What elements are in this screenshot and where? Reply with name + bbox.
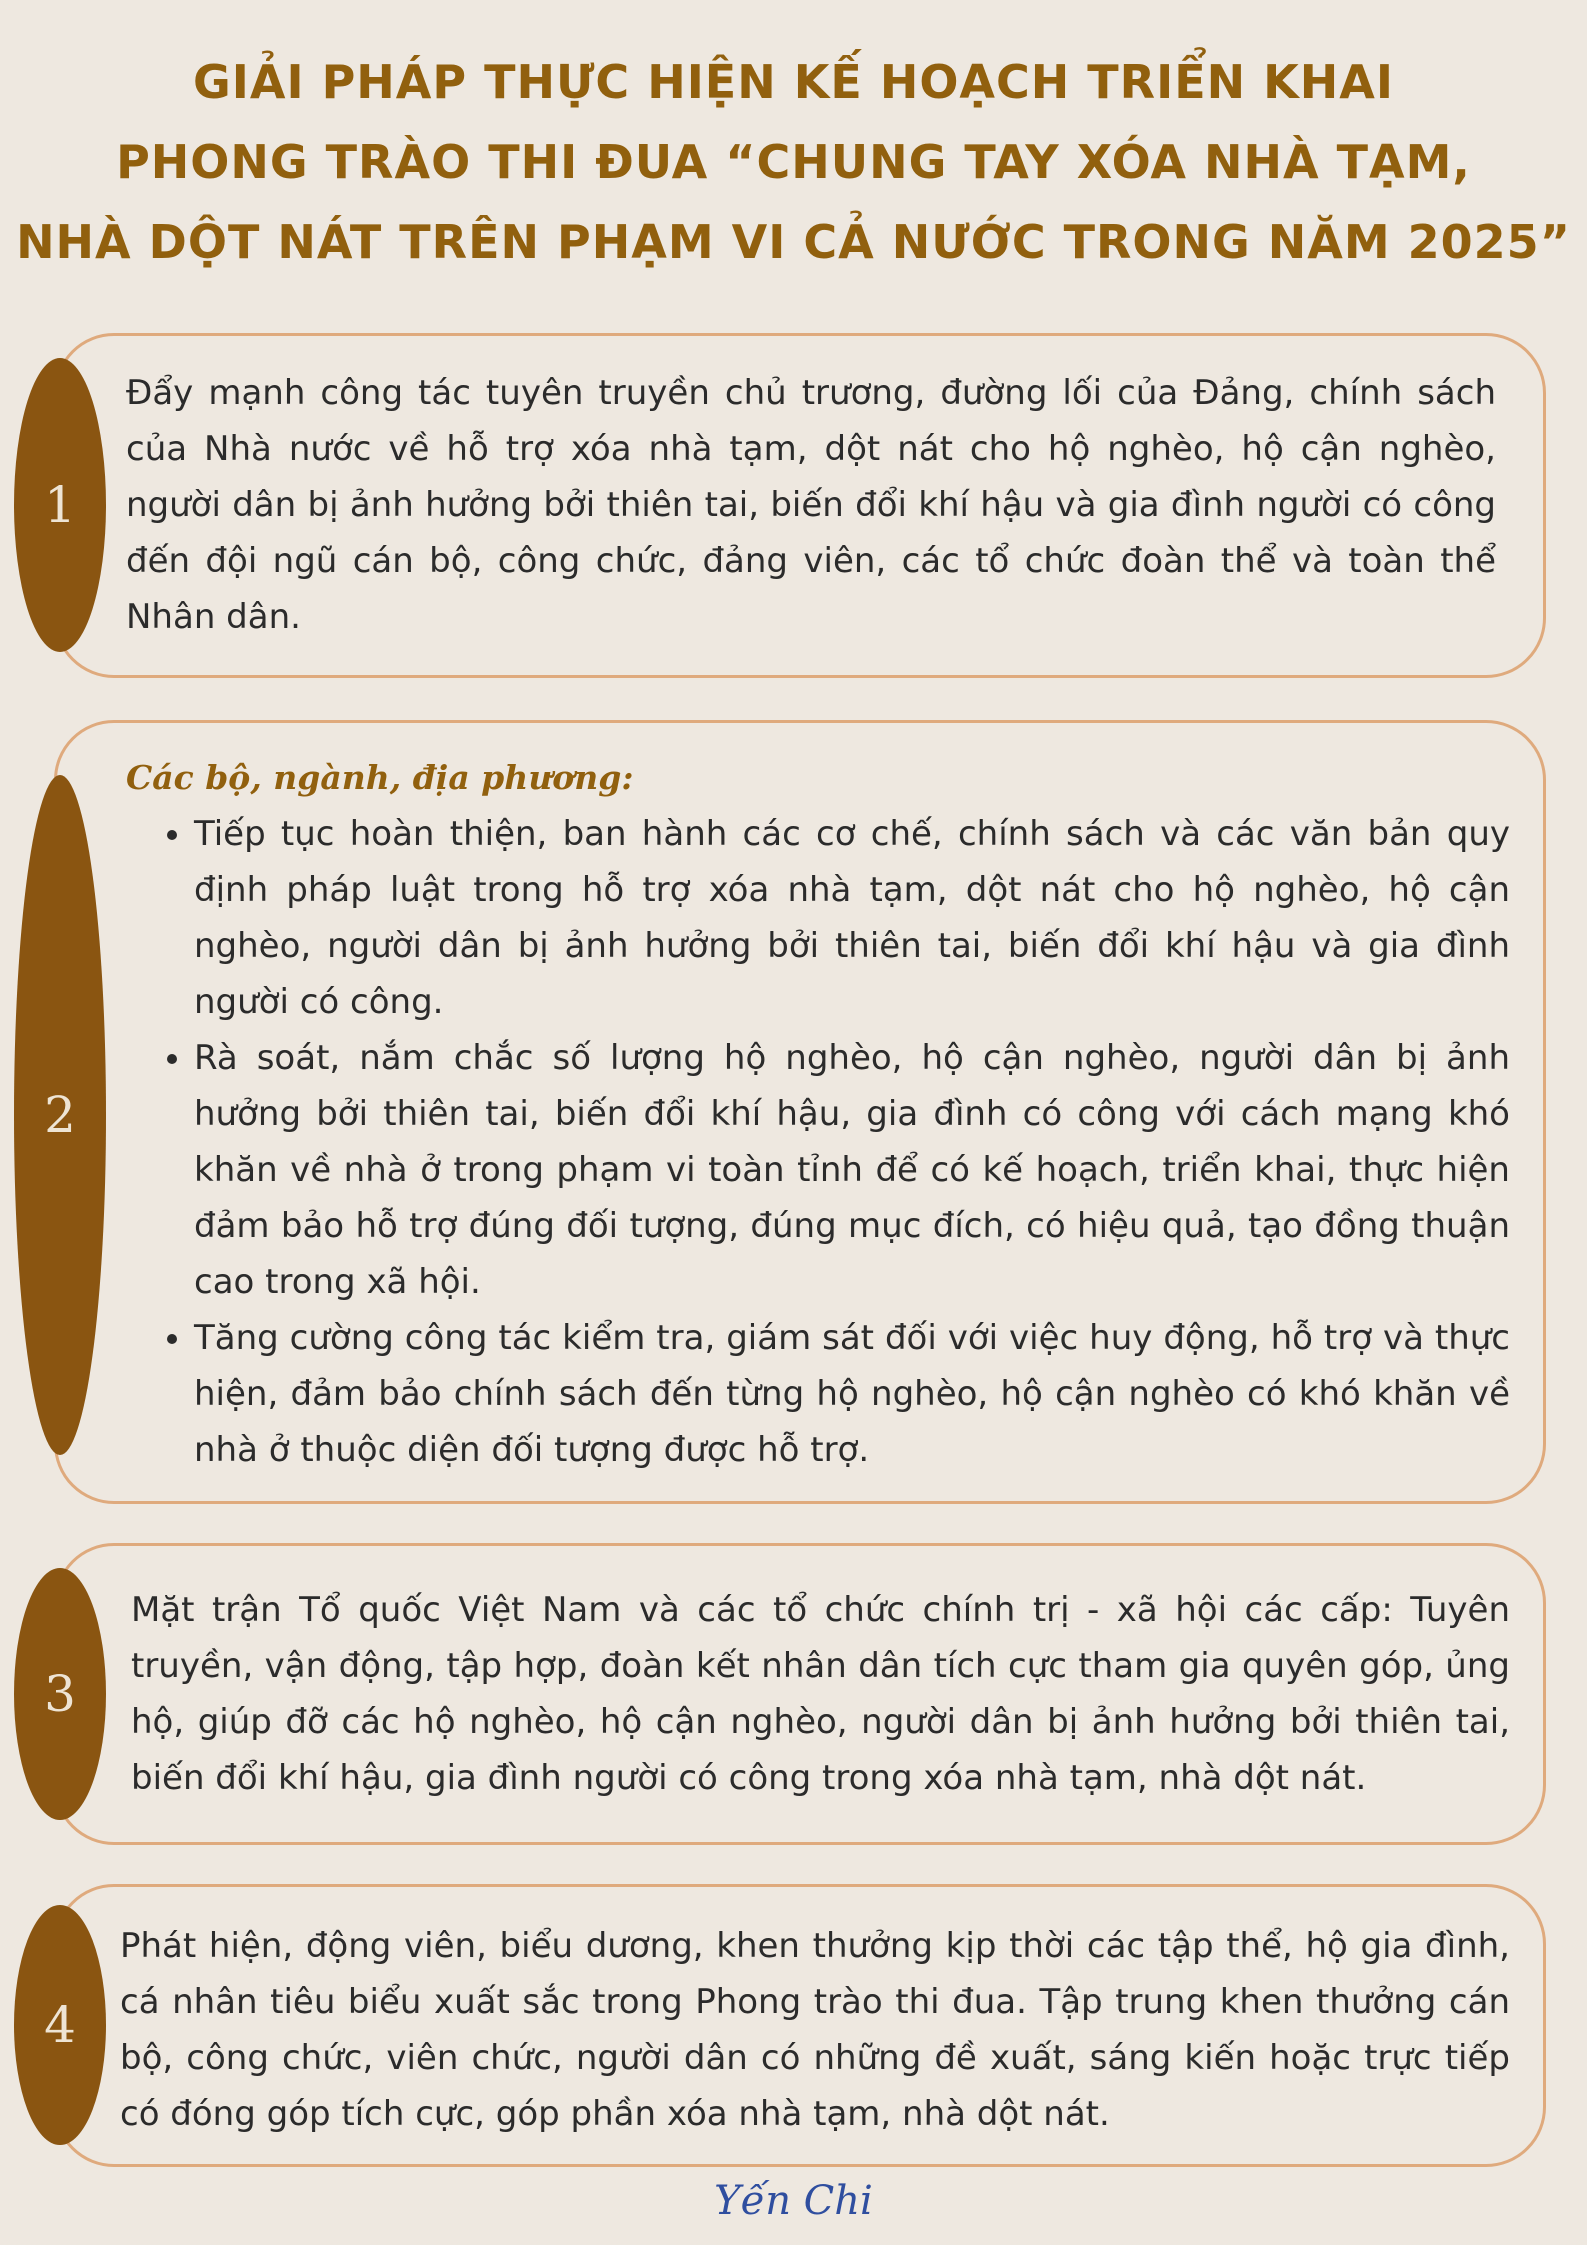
title-line-2: PHONG TRÀO THI ĐUA “CHUNG TAY XÓA NHÀ TẠM,: [116, 135, 1471, 189]
solution-text-1: [126, 365, 1496, 645]
solution-text-4: [120, 1918, 1510, 2142]
page-title: [0, 42, 1587, 282]
title-line-3: NHÀ DỘT NÁT TRÊN PHẠM VI CẢ NƯỚC TRONG NĂM 2025”: [16, 215, 1571, 269]
title-line-1: GIẢI PHÁP THỰC HIỆN KẾ HOẠCH TRIỂN KHAI: [192, 55, 1395, 109]
number-badge-2: [14, 775, 106, 1455]
number-badge-3: [14, 1568, 106, 1820]
solution-paragraph-3: Mặt trận Tổ quốc Việt Nam và các tổ chức chính trị - xã hội các cấp: Tuyên truyền, vận động, tập hợp, đoàn kết nhân dân tích cực tham gia quyên góp, ủng hộ, giúp đỡ các hộ nghèo, hộ cận nghèo, người dân bị ảnh hưởng bởi thiên tai, biến đổi khí hậu, gia đình người có công trong xóa nhà tạm, nhà dột nát.: [131, 1590, 1510, 1798]
number-badge-4: [14, 1905, 106, 2145]
number-badge-1: [14, 358, 106, 652]
solution-text-3: [131, 1582, 1510, 1806]
solution-paragraph-4: Phát hiện, động viên, biểu dương, khen thưởng kịp thời các tập thể, hộ gia đình, cá nhân tiêu biểu xuất sắc trong Phong trào thi đua. Tập trung khen thưởng cán bộ, công chức, viên chức, người dân có những đề xuất, sáng kiến hoặc trực tiếp có đóng góp tích cực, góp phần xóa nhà tạm, nhà dột nát.: [120, 1926, 1510, 2134]
section-heading: Các bộ, ngành, địa phương:: [126, 758, 634, 797]
solution-text-2: [126, 750, 1510, 1478]
bullet-item-2: • Rà soát, nắm chắc số lượng hộ nghèo, hộ cận nghèo, người dân bị ảnh hưởng bởi thiên tai, biến đổi khí hậu, gia đình có công với cách mạng khó khăn về nhà ở trong phạm vi toàn tỉnh để có kế hoạch, triển khai, thực hiện đảm bảo hỗ trợ đúng đối tượng, đúng mục đích, có hiệu quả, tạo đồng thuận cao trong xã hội.: [194, 1030, 1510, 1310]
number-3: 3: [44, 1665, 76, 1723]
bullet-item-1: • Tiếp tục hoàn thiện, ban hành các cơ chế, chính sách và các văn bản quy định pháp luật trong hỗ trợ xóa nhà tạm, dột nát cho hộ nghèo, hộ cận nghèo, người dân bị ảnh hưởng bởi thiên tai, biến đổi khí hậu và gia đình người có công.: [194, 806, 1510, 1030]
author-signature: Yến Chi: [714, 2178, 873, 2224]
bullet-item-3: • Tăng cường công tác kiểm tra, giám sát đối với việc huy động, hỗ trợ và thực hiện, đảm bảo chính sách đến từng hộ nghèo, hộ cận nghèo có khó khăn về nhà ở thuộc diện đối tượng được hỗ trợ.: [194, 1310, 1510, 1478]
number-1: 1: [44, 476, 76, 534]
number-4: 4: [44, 1996, 76, 2054]
solution-paragraph-1: Đẩy mạnh công tác tuyên truyền chủ trương, đường lối của Đảng, chính sách của Nhà nước về hỗ trợ xóa nhà tạm, dột nát cho hộ nghèo, hộ cận nghèo, người dân bị ảnh hưởng bởi thiên tai, biến đổi khí hậu và gia đình người có công đến đội ngũ cán bộ, công chức, đảng viên, các tổ chức đoàn thể và toàn thể Nhân dân.: [126, 373, 1496, 637]
bullet-list: [126, 806, 1510, 1478]
number-2: 2: [44, 1086, 76, 1144]
